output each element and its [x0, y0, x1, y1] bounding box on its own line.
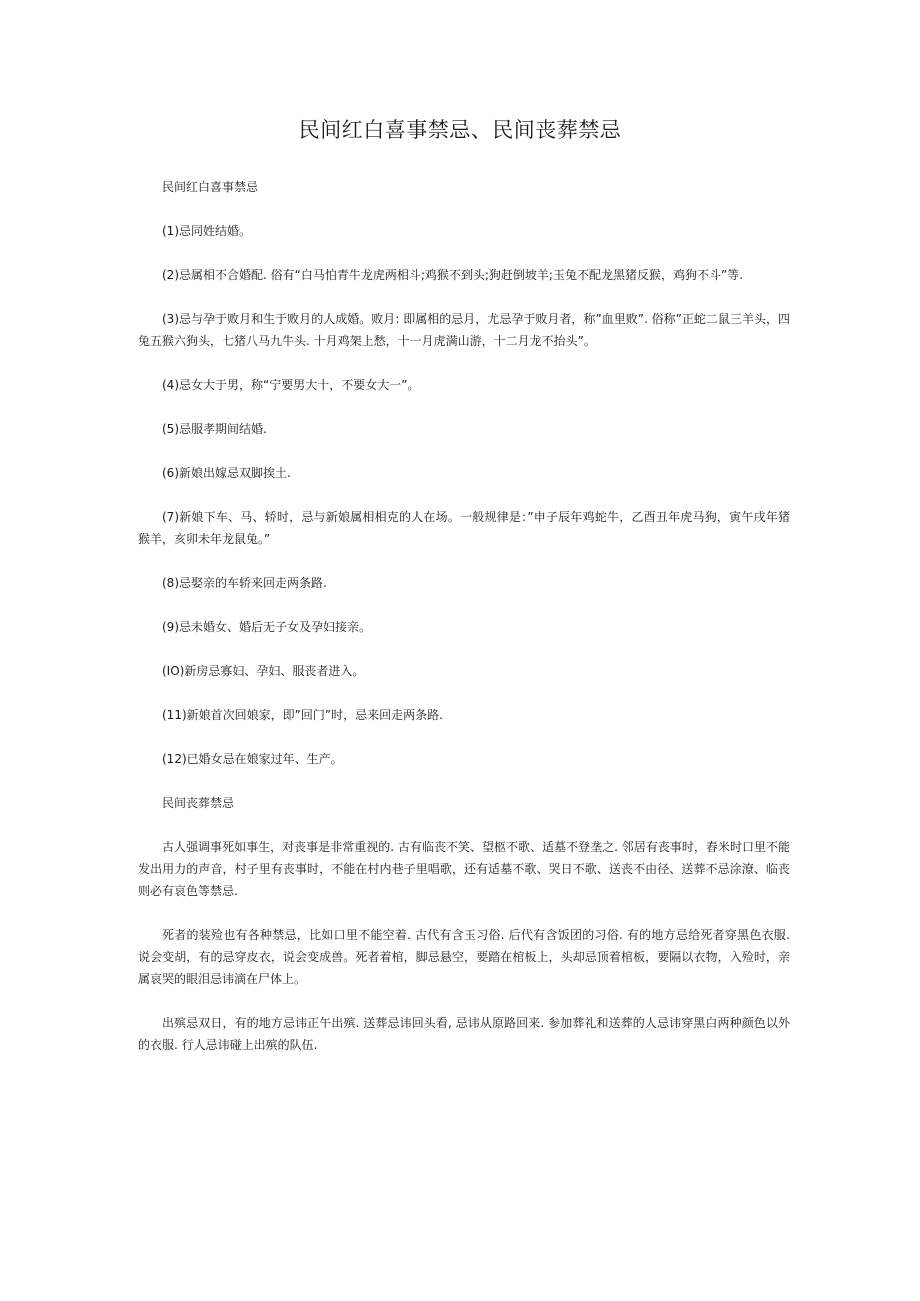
- wedding-taboo-item: (9)忌未婚女、婚后无子女及孕妇接亲。: [162, 620, 371, 634]
- wedding-taboo-item: (2)忌属相不合婚配. 俗有“白马怕青牛龙虎两相斗;鸡猴不到头;狗赶倒坡羊;玉兔不配龙黑猪反猴，鸡狗不斗”等.: [162, 268, 744, 282]
- funeral-taboo-paragraph: 死者的装殓也有各种禁忌，比如口里不能空着. 古代有含玉习俗. 后代有含饭团的习俗. 有的地方忌给死者穿黑色衣服. 说会变胡，有的忌穿皮衣，说会变成兽。死者着棺，脚忌悬空，要踏在棺板上，头却忌顶着棺板，要隔以衣物，入殓时，亲属哀哭的眼泪忌讳滴在尸体上。: [138, 928, 790, 986]
- funeral-section-heading: 民间丧葬禁忌: [162, 796, 235, 810]
- document-body: [138, 176, 790, 1056]
- wedding-taboo-item: (4)忌女大于男，称“宁要男大十，不要女大一”。: [162, 378, 420, 392]
- document-title: 民间红白喜事禁忌、民间丧葬禁忌: [298, 118, 622, 142]
- wedding-taboo-item: (1)忌同姓结婚。: [162, 224, 251, 238]
- wedding-taboo-item: (5)忌服孝期间结婚.: [162, 422, 267, 436]
- funeral-taboo-paragraph: 出殡忌双日，有的地方忌讳正午出殡. 送葬忌讳回头看, 忌讳从原路回来. 参加葬礼和送葬的人忌讳穿黑白两种颜色以外的衣服. 行人忌讳碰上出殡的队伍.: [138, 1016, 790, 1052]
- wedding-taboo-item: (12)已婚女忌在娘家过年、生产。: [162, 752, 343, 766]
- wedding-taboo-item: (3)忌与孕于败月和生于败月的人成婚。败月: 即属相的忌月，尤忌孕于败月者，称”血里败”. 俗称”正蛇二鼠三羊头，四兔五猴六狗头，七猪八马九牛头. 十月鸡架上愁，十一月虎满山游，十二月龙不抬头”。: [138, 312, 790, 348]
- wedding-taboo-item: (8)忌娶亲的车轿来回走两条路.: [162, 576, 327, 590]
- funeral-taboo-paragraph: 古人强调事死如事生，对丧事是非常重视的. 古有临丧不笑、望柩不歌、适墓不登垄之. 邻居有丧事时，舂米时口里不能发出用力的声音，村子里有丧事时，不能在村内巷子里唱歌，还有适墓不歌、哭日不歌、送丧不由径、送葬不忌涂潦、临丧则必有哀色等禁忌.: [138, 840, 790, 898]
- wedding-section-heading: 民间红白喜事禁忌: [162, 180, 259, 194]
- wedding-taboo-item: (IO)新房忌寡妇、孕妇、服丧者进入。: [162, 664, 365, 678]
- wedding-taboo-item: (6)新娘出嫁忌双脚挨土.: [162, 466, 291, 480]
- wedding-taboo-item: (11)新娘首次回娘家，即”回门”时，忌来回走两条路.: [162, 708, 443, 722]
- wedding-taboo-item: (7)新娘下车、马、轿时，忌与新娘属相相克的人在场。一般规律是：”申子辰年鸡蛇牛，乙酉丑年虎马狗，寅午戌年猪猴羊，亥卯未年龙鼠兔。”: [138, 510, 790, 546]
